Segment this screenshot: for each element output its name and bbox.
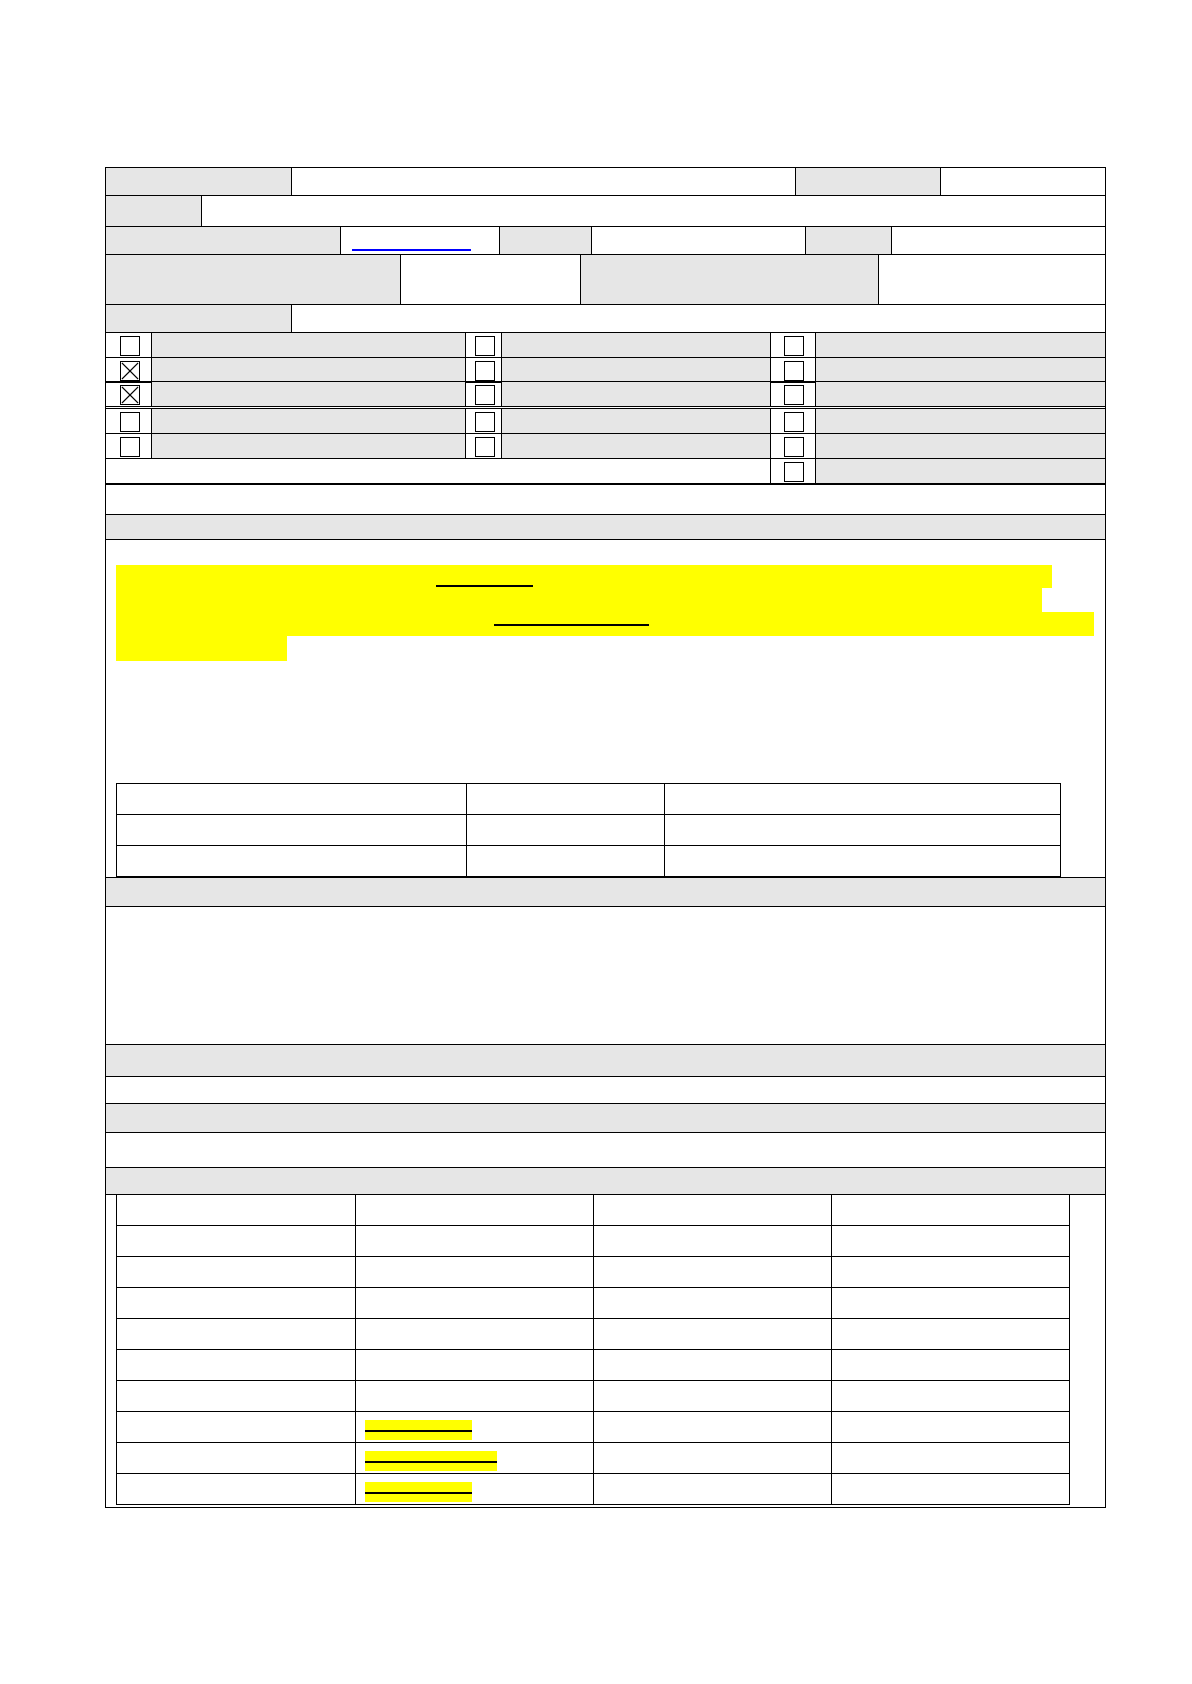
- table-cell: [116, 814, 467, 846]
- checkbox-label: [151, 433, 466, 459]
- checkbox-label: [151, 408, 466, 434]
- table-cell: [831, 1349, 1070, 1381]
- checkbox-cell[interactable]: [770, 458, 816, 484]
- checkbox-row-blank: [105, 458, 771, 484]
- table-cell: [593, 1256, 832, 1288]
- checkbox-label: [815, 458, 1106, 484]
- table-cell: [355, 1225, 594, 1257]
- checkmark-x-icon: [121, 386, 139, 404]
- checkbox-cell[interactable]: [465, 332, 502, 358]
- field-label: [795, 167, 941, 196]
- checkbox-label: [501, 433, 771, 459]
- checkbox[interactable]: [784, 437, 804, 457]
- highlighted-text-line: [116, 636, 287, 661]
- blank-row: [105, 484, 1106, 515]
- table-cell: [831, 1442, 1070, 1474]
- checkbox-label: [151, 381, 466, 407]
- table-cell: [116, 1287, 356, 1319]
- table-cell: [116, 845, 467, 877]
- table-cell: [831, 1411, 1070, 1443]
- table-cell: [116, 1442, 356, 1474]
- table-cell: [355, 1194, 594, 1226]
- table-cell: [116, 783, 467, 815]
- checkbox[interactable]: [120, 361, 140, 381]
- checkbox-cell[interactable]: [465, 433, 502, 459]
- section-heading: [105, 514, 1106, 540]
- checkmark-x-icon: [121, 362, 139, 380]
- email-link[interactable]: [352, 249, 471, 251]
- checkbox-cell[interactable]: [105, 433, 152, 459]
- checkbox-cell[interactable]: [770, 408, 816, 434]
- table-cell: [593, 1411, 832, 1443]
- email-link-cell[interactable]: [340, 226, 500, 255]
- table-cell: [593, 1225, 832, 1257]
- checkbox[interactable]: [784, 462, 804, 482]
- checkbox-cell[interactable]: [105, 357, 152, 383]
- table-cell: [355, 1318, 594, 1350]
- section-body: [105, 906, 1106, 1045]
- table-cell: [116, 1380, 356, 1412]
- field-label: [105, 167, 292, 196]
- checkbox[interactable]: [475, 385, 495, 405]
- checkbox-label: [151, 332, 466, 358]
- checkbox-cell[interactable]: [770, 433, 816, 459]
- checkbox-cell[interactable]: [105, 381, 152, 407]
- table-cell: [831, 1194, 1070, 1226]
- table-cell: [593, 1380, 832, 1412]
- field-label: [105, 304, 292, 333]
- checkbox-cell[interactable]: [105, 408, 152, 434]
- checkbox-cell[interactable]: [770, 381, 816, 407]
- table-cell: [355, 1349, 594, 1381]
- table-cell: [116, 1256, 356, 1288]
- highlighted-value: [365, 1420, 472, 1440]
- table-cell: [831, 1287, 1070, 1319]
- table-cell: [831, 1318, 1070, 1350]
- table-cell: [116, 1473, 356, 1505]
- checkbox[interactable]: [475, 361, 495, 381]
- section-heading: [105, 1103, 1106, 1133]
- table-cell: [466, 814, 665, 846]
- table-cell: [116, 1194, 356, 1226]
- checkbox[interactable]: [120, 385, 140, 405]
- table-cell: [593, 1287, 832, 1319]
- table-cell: [593, 1194, 832, 1226]
- underline: [365, 1430, 472, 1432]
- table-cell: [116, 1225, 356, 1257]
- underline: [365, 1461, 497, 1463]
- table-cell: [355, 1380, 594, 1412]
- checkbox[interactable]: [120, 437, 140, 457]
- checkbox-cell[interactable]: [465, 408, 502, 434]
- checkbox[interactable]: [475, 336, 495, 356]
- field-value[interactable]: [291, 304, 1106, 333]
- checkbox-cell[interactable]: [770, 357, 816, 383]
- field-value[interactable]: [201, 195, 1106, 227]
- section-body: [105, 1132, 1106, 1168]
- table-cell: [664, 845, 1061, 877]
- checkbox-label: [501, 332, 771, 358]
- table-cell: [355, 1287, 594, 1319]
- highlighted-value: [365, 1451, 497, 1471]
- table-cell: [664, 783, 1061, 815]
- section-heading: [105, 1167, 1106, 1195]
- checkbox-cell[interactable]: [105, 332, 152, 358]
- checkbox[interactable]: [120, 412, 140, 432]
- checkbox-label: [815, 381, 1106, 407]
- highlighted-value: [365, 1482, 472, 1502]
- field-label: [105, 195, 202, 227]
- highlighted-text-line: [116, 588, 1042, 612]
- checkbox-label: [815, 357, 1106, 383]
- underlined-text: [494, 624, 649, 626]
- checkbox-cell[interactable]: [770, 332, 816, 358]
- field-label: [805, 226, 892, 255]
- checkbox-label: [501, 357, 771, 383]
- field-value[interactable]: [400, 254, 581, 305]
- section-heading: [105, 877, 1106, 907]
- checkbox-label: [815, 332, 1106, 358]
- table-cell: [116, 1411, 356, 1443]
- checkbox-label: [151, 357, 466, 383]
- field-label: [580, 254, 879, 305]
- table-cell: [831, 1225, 1070, 1257]
- section-heading: [105, 1044, 1106, 1077]
- table-cell: [593, 1349, 832, 1381]
- table-cell: [664, 814, 1061, 846]
- field-value[interactable]: [291, 167, 796, 196]
- checkbox[interactable]: [784, 361, 804, 381]
- highlighted-text-line: [116, 565, 1052, 588]
- checkbox[interactable]: [784, 385, 804, 405]
- underlined-text: [436, 585, 533, 587]
- table-cell: [593, 1473, 832, 1505]
- table-cell: [831, 1380, 1070, 1412]
- table-cell: [116, 1349, 356, 1381]
- table-cell: [466, 845, 665, 877]
- checkbox-label: [815, 408, 1106, 434]
- checkbox-cell[interactable]: [465, 357, 502, 383]
- checkbox[interactable]: [475, 437, 495, 457]
- table-cell: [466, 783, 665, 815]
- checkbox-cell[interactable]: [465, 381, 502, 407]
- field-value[interactable]: [591, 226, 806, 255]
- section-body: [105, 1076, 1106, 1104]
- field-value[interactable]: [878, 254, 1106, 305]
- table-cell: [831, 1256, 1070, 1288]
- field-value[interactable]: [891, 226, 1106, 255]
- checkbox[interactable]: [120, 336, 140, 356]
- table-cell: [355, 1256, 594, 1288]
- checkbox-label: [501, 381, 771, 407]
- checkbox[interactable]: [784, 412, 804, 432]
- checkbox-label: [815, 433, 1106, 459]
- checkbox[interactable]: [784, 336, 804, 356]
- field-label: [499, 226, 592, 255]
- underline: [365, 1492, 472, 1494]
- field-label: [105, 254, 401, 305]
- checkbox[interactable]: [475, 412, 495, 432]
- table-cell: [593, 1318, 832, 1350]
- checkbox-label: [501, 408, 771, 434]
- table-cell: [116, 1318, 356, 1350]
- table-cell: [831, 1473, 1070, 1505]
- field-label: [105, 226, 341, 255]
- table-cell: [593, 1442, 832, 1474]
- field-value[interactable]: [940, 167, 1106, 196]
